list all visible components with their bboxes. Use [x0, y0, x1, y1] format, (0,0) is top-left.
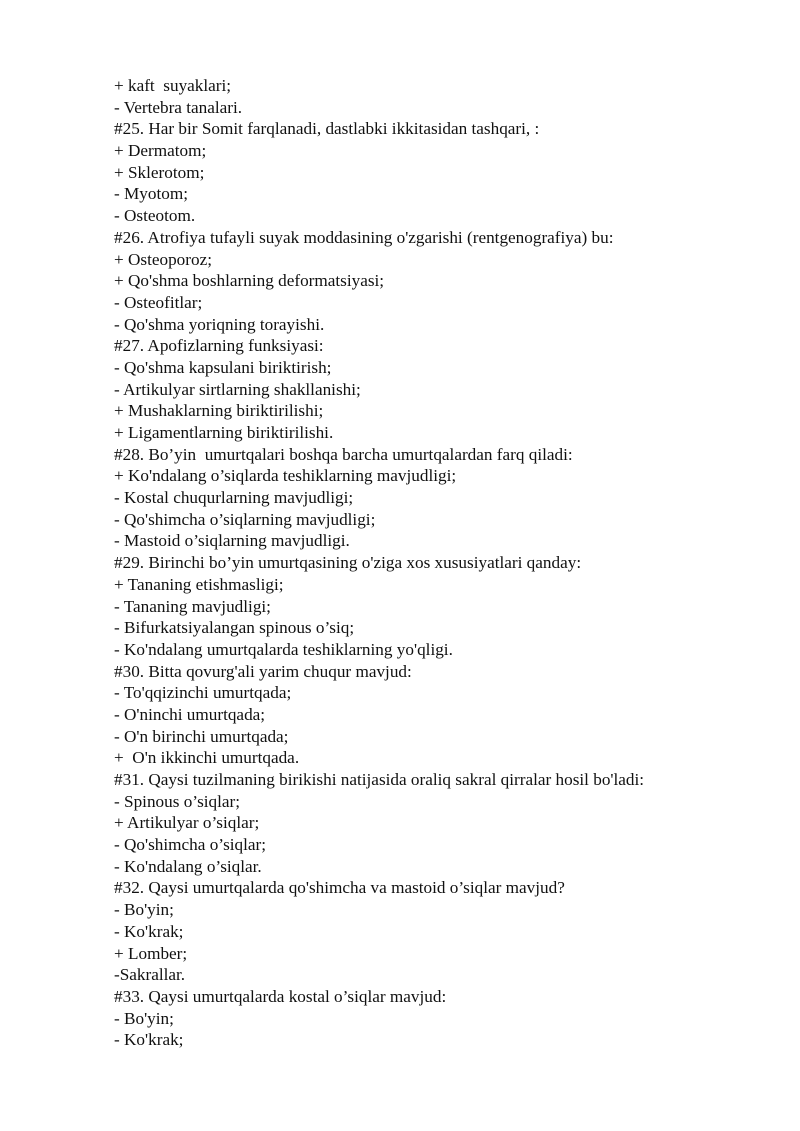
- question-heading: #30. Bitta qovurg'ali yarim chuqur mavjud:: [114, 661, 412, 681]
- answer-option: - Bo'yin;: [114, 1008, 174, 1028]
- question-heading: #28. Bo’yin umurtqalari boshqa barcha umurtqalardan farq qiladi:: [114, 444, 573, 464]
- answer-option: - Artikulyar sirtlarning shakllanishi;: [114, 379, 361, 399]
- answer-option: - Spinous o’siqlar;: [114, 791, 241, 811]
- answer-option: + O'n ikkinchi umurtqada.: [114, 748, 300, 768]
- answer-option: + Ko'ndalang o’siqlarda teshiklarning mavjudligi;: [114, 466, 457, 486]
- answer-option: - Ko'krak;: [114, 921, 184, 941]
- answer-option: - Ko'krak;: [114, 1030, 184, 1050]
- answer-option: - Bo'yin;: [114, 900, 174, 920]
- question-heading: #31. Qaysi tuzilmaning birikishi natijasida oraliq sakral qirralar hosil bo'ladi:: [114, 770, 645, 789]
- answer-option: - Kostal chuqurlarning mavjudligi;: [114, 488, 354, 508]
- answer-option: - Tananing mavjudligi;: [114, 596, 271, 616]
- answer-option: - Myotom;: [114, 184, 189, 204]
- answer-option: + Dermatom;: [114, 141, 207, 161]
- question-heading: #29. Birinchi bo’yin umurtqasining o'ziga xos xususiyatlari qanday:: [114, 553, 582, 573]
- answer-option: + Tananing etishmasligi;: [114, 574, 284, 594]
- answer-option: + Ligamentlarning biriktirilishi.: [114, 423, 334, 442]
- answer-option: + kaft suyaklari;: [114, 76, 232, 95]
- answer-option: + Mushaklarning biriktirilishi;: [114, 401, 324, 421]
- answer-option: - Vertebra tanalari.: [114, 97, 243, 117]
- question-heading: #32. Qaysi umurtqalarda qo'shimcha va mastoid o’siqlar mavjud?: [114, 878, 565, 898]
- answer-option: - Osteotom.: [114, 206, 196, 226]
- answer-option: + Qo'shma boshlarning deformatsiyasi;: [114, 271, 385, 291]
- question-heading: #27. Apofizlarning funksiyasi:: [114, 336, 324, 356]
- answer-option: + Sklerotom;: [114, 162, 205, 182]
- answer-option: - Bifurkatsiyalangan spinous o’siq;: [114, 618, 355, 638]
- answer-option: - Qo'shma kapsulani biriktirish;: [114, 357, 332, 377]
- question-heading: #33. Qaysi umurtqalarda kostal o’siqlar mavjud:: [114, 986, 447, 1006]
- answer-option: - Mastoid o’siqlarning mavjudligi.: [114, 531, 350, 551]
- answer-option: - Osteofitlar;: [114, 292, 203, 312]
- answer-option: - To'qqizinchi umurtqada;: [114, 683, 292, 703]
- answer-option: + Artikulyar o’siqlar;: [114, 813, 260, 833]
- answer-option: - Qo'shimcha o’siqlar;: [114, 835, 267, 855]
- answer-option: - O'n birinchi umurtqada;: [114, 726, 289, 746]
- answer-option: - Qo'shma yoriqning torayishi.: [114, 314, 325, 334]
- question-heading: #26. Atrofiya tufayli suyak moddasining o'zgarishi (rentgenografiya) bu:: [114, 227, 614, 247]
- answer-option: + Osteoporoz;: [114, 249, 212, 269]
- answer-option: - O'ninchi umurtqada;: [114, 704, 266, 724]
- answer-option: -Sakrallar.: [114, 965, 186, 985]
- question-heading: #25. Har bir Somit farqlanadi, dastlabki ikkitasidan tashqari, :: [114, 119, 540, 139]
- answer-option: + Lomber;: [114, 943, 188, 963]
- answer-option: - Ko'ndalang o’siqlar.: [114, 856, 262, 876]
- answer-option: - Qo'shimcha o’siqlarning mavjudligi;: [114, 509, 376, 529]
- answer-option: - Ko'ndalang umurtqalarda teshiklarning yo'qligi.: [114, 639, 453, 659]
- document-text: [114, 75, 774, 1051]
